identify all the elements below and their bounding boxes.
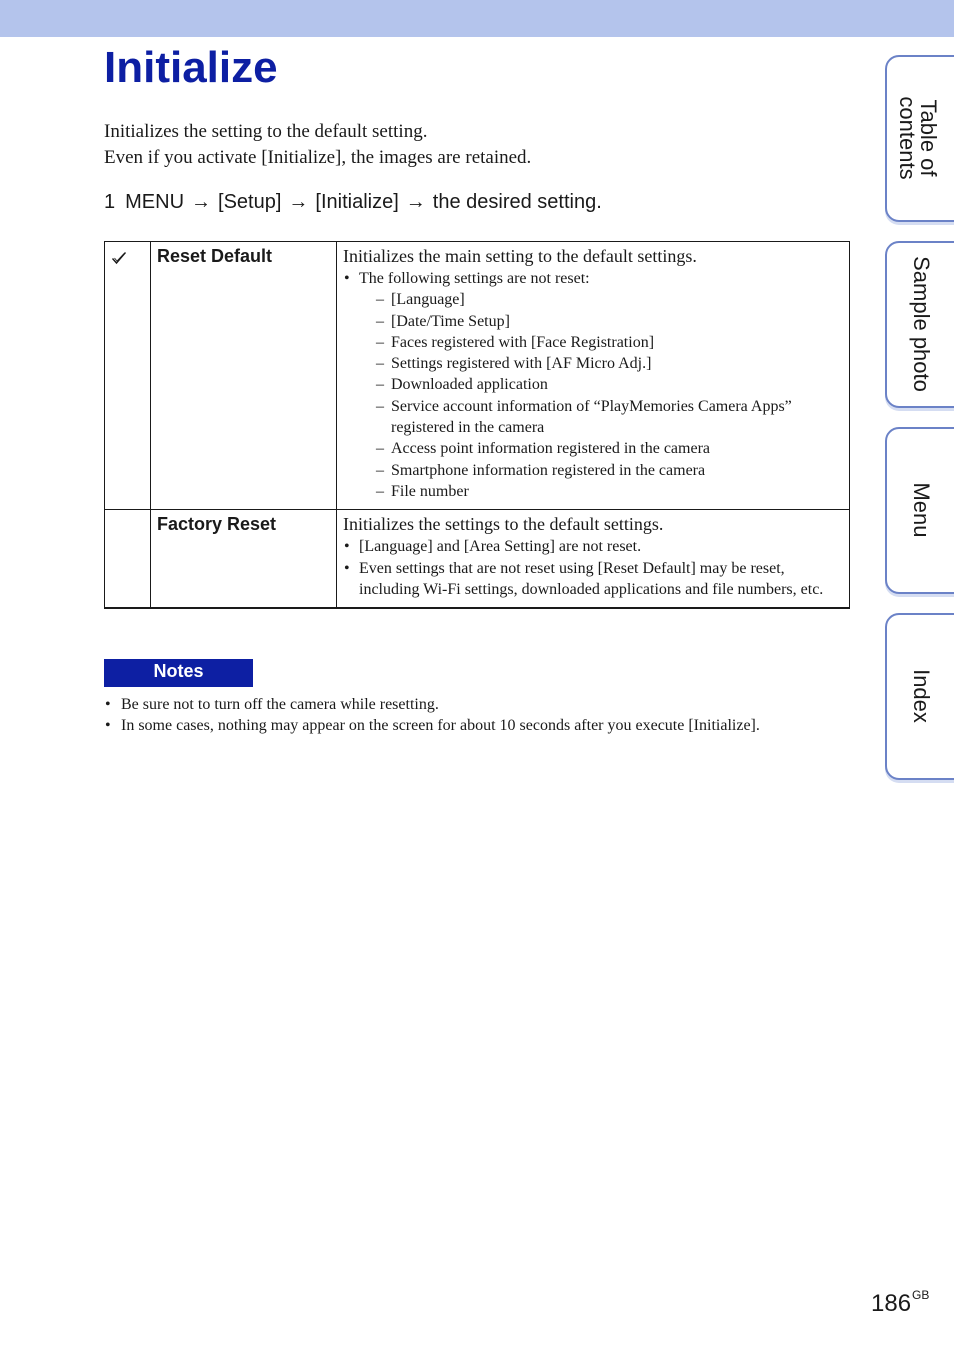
- tab-table-of-contents[interactable]: [885, 55, 954, 222]
- tab-index[interactable]: [885, 613, 954, 780]
- list-item: – Service account information of “PlayMemories Camera Apps” registered in the camera: [375, 396, 843, 439]
- intro-text: [104, 119, 531, 171]
- default-marker-cell: [105, 510, 151, 608]
- dash-list: [359, 289, 843, 502]
- step-number: 1: [104, 191, 116, 213]
- tab-label: Sample photo: [909, 256, 934, 392]
- tab-label: Table of contents: [895, 96, 941, 180]
- page-title: Initialize: [104, 43, 278, 92]
- intro-line: Even if you activate [Initialize], the images are retained.: [104, 147, 532, 168]
- setting-name: Factory Reset: [157, 514, 277, 535]
- arrow-right-icon: →: [191, 191, 212, 213]
- list-item: – [Language]: [375, 289, 843, 310]
- checkmark-icon: [111, 251, 127, 265]
- notes-heading: Notes: [104, 659, 253, 687]
- step-path-setup: [Setup]: [218, 191, 282, 213]
- list-item: – Downloaded application: [375, 374, 843, 395]
- list-item: – Settings registered with [AF Micro Adj.]: [375, 353, 843, 374]
- header-band: [0, 0, 954, 37]
- default-marker-cell: [105, 242, 151, 510]
- list-item: – Smartphone information registered in the camera: [375, 460, 843, 481]
- page-number-value: 186: [871, 1290, 912, 1317]
- note-item: • Be sure not to turn off the camera while resetting.: [104, 694, 760, 715]
- arrow-right-icon: →: [405, 191, 426, 213]
- list-item: – Access point information registered in the camera: [375, 438, 843, 459]
- step-path-initialize: [Initialize]: [315, 191, 399, 213]
- list-item: • Even settings that are not reset using [Reset Default] may be reset, including Wi-Fi settings, downloaded applications and file numbers, etc.: [343, 558, 843, 601]
- list-item: [343, 268, 843, 502]
- step-path-setting: the desired setting.: [432, 191, 602, 213]
- setting-name: Reset Default: [157, 246, 273, 266]
- setting-name-cell: [151, 242, 337, 510]
- table-row: [105, 510, 850, 608]
- list-item: – [Date/Time Setup]: [375, 311, 843, 332]
- list-item: – File number: [375, 481, 843, 502]
- tab-label: Index: [909, 669, 934, 723]
- note-item: • In some cases, nothing may appear on the screen for about 10 seconds after you execute [Initialize].: [104, 715, 760, 736]
- page-number: [871, 1281, 929, 1318]
- notes-list: [104, 694, 760, 736]
- intro-line: Initializes the setting to the default setting.: [104, 121, 428, 142]
- page-region-code: GB: [912, 1288, 930, 1302]
- tab-sample-photo[interactable]: [885, 241, 954, 408]
- tab-menu[interactable]: [885, 427, 954, 594]
- tab-label: Menu: [909, 482, 934, 538]
- setting-description: Initializes the main setting to the default settings.: [343, 246, 697, 266]
- step-path-menu: MENU: [125, 191, 185, 213]
- setting-description-cell: [337, 510, 850, 608]
- arrow-right-icon: →: [288, 191, 309, 213]
- list-item: • [Language] and [Area Setting] are not reset.: [343, 536, 843, 557]
- bullet-list: [343, 268, 843, 502]
- bullet-list: [343, 536, 843, 600]
- table-row: [105, 242, 850, 510]
- settings-table: [104, 241, 850, 609]
- setting-description-cell: [337, 242, 850, 510]
- setting-name-cell: [151, 510, 337, 608]
- menu-step: [104, 188, 602, 216]
- bullet-text: The following settings are not reset:: [359, 270, 590, 287]
- list-item: – Faces registered with [Face Registration]: [375, 332, 843, 353]
- setting-description: Initializes the settings to the default settings.: [343, 514, 664, 535]
